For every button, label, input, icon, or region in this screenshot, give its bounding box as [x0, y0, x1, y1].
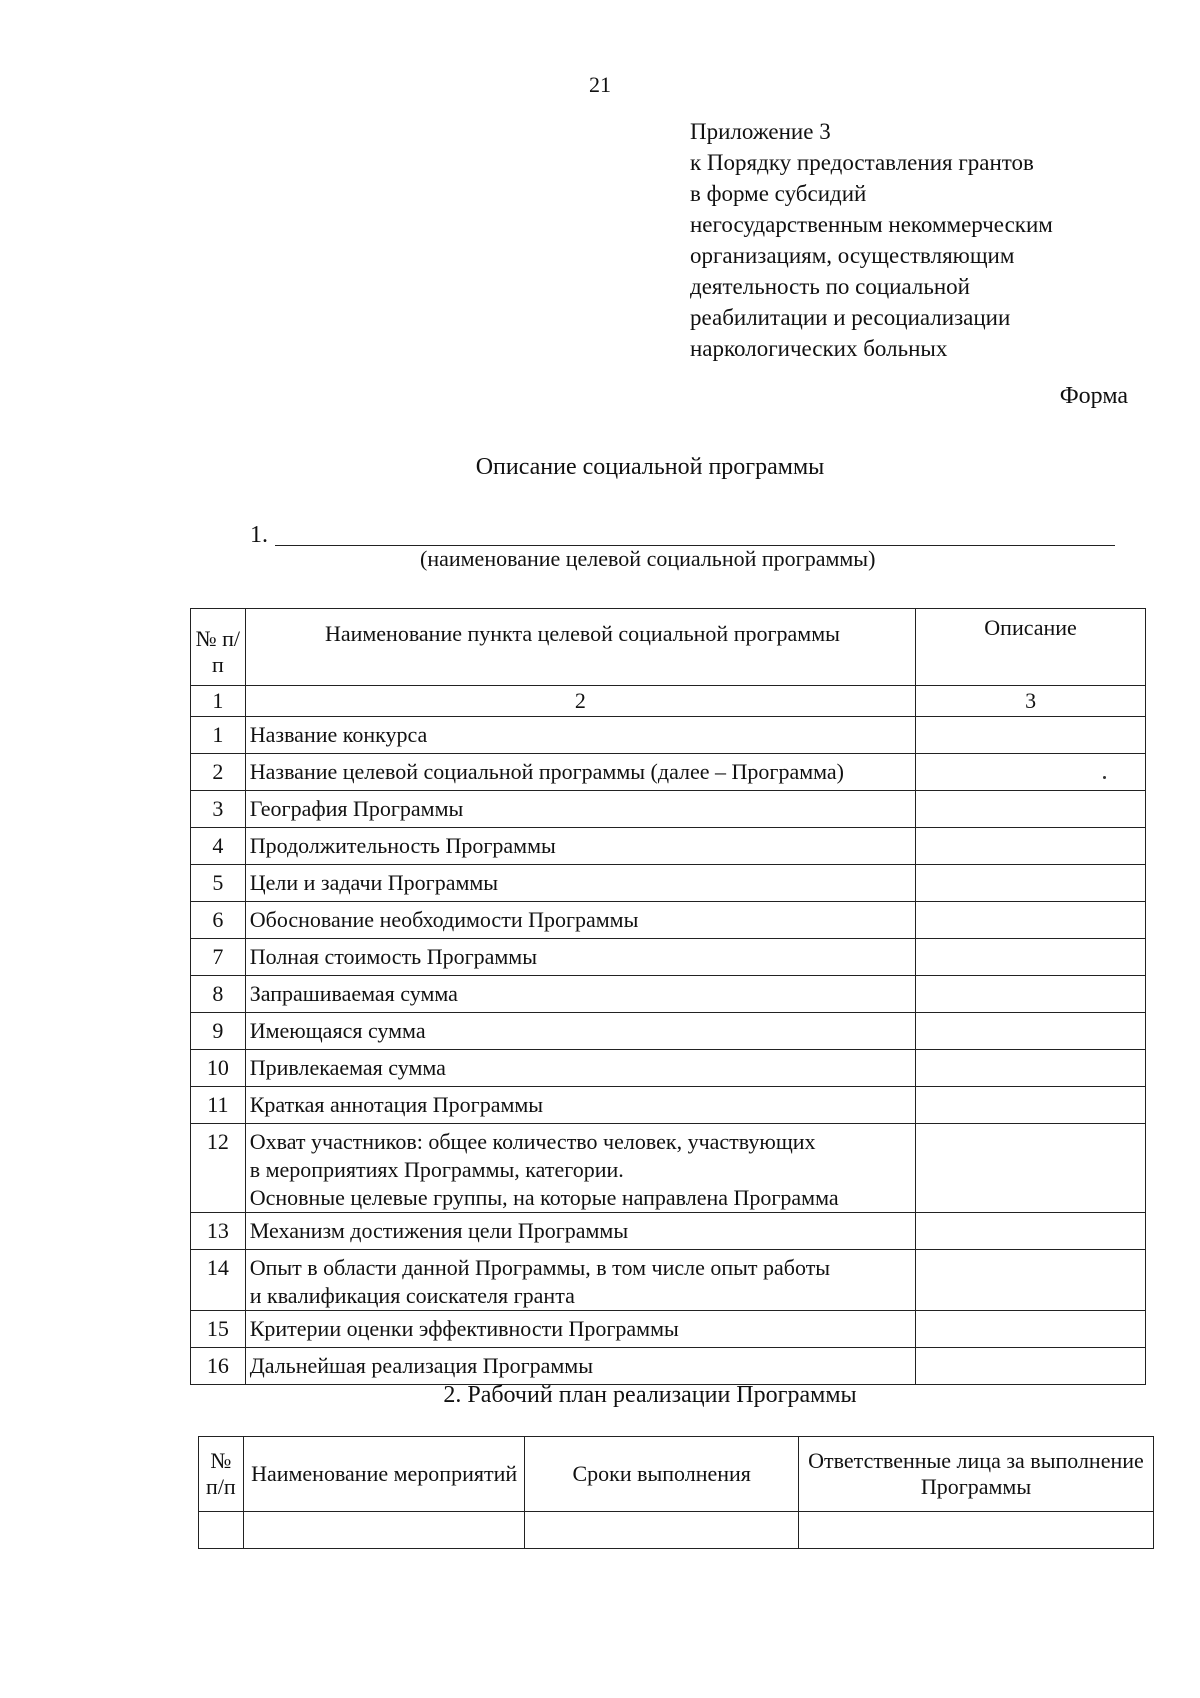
row-num: 8	[191, 976, 246, 1013]
column-index: 3	[916, 686, 1146, 717]
section2-title: 2. Рабочий план реализации Программы	[443, 1382, 857, 1408]
row-name-line: Охват участников: общее количество человек, участвующих	[249, 1129, 816, 1154]
table-row	[191, 1213, 1146, 1250]
row-name: Запрашиваемая сумма	[245, 976, 915, 1013]
row-num: 14	[191, 1250, 246, 1311]
row-name	[245, 1250, 915, 1311]
scan-speck	[1103, 776, 1106, 779]
column-index: 2	[245, 686, 915, 717]
row-name: Критерии оценки эффективности Программы	[245, 1311, 915, 1348]
appendix-line: реабилитации и ресоциализации	[690, 305, 1011, 330]
table-row	[191, 754, 1146, 791]
row-name: Полная стоимость Программы	[245, 939, 915, 976]
appendix-line: к Порядку предоставления грантов	[690, 150, 1034, 175]
column-index-row	[191, 686, 1146, 717]
appendix-header	[690, 116, 1053, 364]
program-name-caption: (наименование целевой социальной программы)	[420, 546, 876, 571]
table-row	[191, 865, 1146, 902]
appendix-line: Приложение 3	[690, 119, 831, 144]
table-row	[191, 828, 1146, 865]
table-row	[191, 1087, 1146, 1124]
row-desc-cell[interactable]	[916, 1013, 1146, 1050]
row-desc-cell[interactable]	[916, 976, 1146, 1013]
row-desc-cell[interactable]	[916, 1250, 1146, 1311]
row-num: 4	[191, 828, 246, 865]
row-name: Дальнейшая реализация Программы	[245, 1348, 915, 1385]
row-name: Название конкурса	[245, 717, 915, 754]
row-num: 3	[191, 791, 246, 828]
row-num: 13	[191, 1213, 246, 1250]
appendix-line: наркологических больных	[690, 336, 948, 361]
header-num: № п/п	[191, 609, 246, 686]
row-name: География Программы	[245, 791, 915, 828]
form-label: Форма	[1059, 383, 1128, 409]
program-number: 1.	[250, 522, 268, 548]
row-name-line: Опыт в области данной Программы, в том числе опыт работы	[249, 1255, 831, 1280]
row-desc-cell[interactable]	[916, 828, 1146, 865]
row-name: Название целевой социальной программы (далее – Программа)	[245, 754, 915, 791]
row-name: Продолжительность Программы	[245, 828, 915, 865]
row-num: 5	[191, 865, 246, 902]
row-num: 12	[191, 1124, 246, 1213]
empty-cell[interactable]	[798, 1512, 1153, 1549]
header-activities: Наименование мероприятий	[243, 1437, 525, 1512]
row-desc-cell[interactable]	[916, 939, 1146, 976]
row-name-line: и квалификация соискателя гранта	[249, 1283, 575, 1308]
row-desc-cell[interactable]	[916, 1124, 1146, 1213]
row-num: 16	[191, 1348, 246, 1385]
row-name: Имеющаяся сумма	[245, 1013, 915, 1050]
column-index: 1	[191, 686, 246, 717]
table-row	[191, 1311, 1146, 1348]
row-name-line: в мероприятиях Программы, категории.	[249, 1157, 624, 1182]
appendix-line: организациям, осуществляющим	[690, 243, 1015, 268]
row-num: 7	[191, 939, 246, 976]
table-row	[191, 1050, 1146, 1087]
work-plan-table	[198, 1436, 1154, 1549]
table-row	[191, 791, 1146, 828]
table-row	[191, 1250, 1146, 1311]
header-name: Наименование пункта целевой социальной программы	[245, 609, 915, 686]
table-row	[191, 939, 1146, 976]
row-name: Обоснование необходимости Программы	[245, 902, 915, 939]
table-row	[191, 1013, 1146, 1050]
row-desc-cell[interactable]	[916, 1311, 1146, 1348]
row-num: 2	[191, 754, 246, 791]
row-name: Краткая аннотация Программы	[245, 1087, 915, 1124]
row-name: Цели и задачи Программы	[245, 865, 915, 902]
appendix-line: деятельность по социальной	[690, 274, 970, 299]
table-row	[191, 1348, 1146, 1385]
row-name: Механизм достижения цели Программы	[245, 1213, 915, 1250]
header-num: № п/п	[199, 1437, 244, 1512]
row-num: 10	[191, 1050, 246, 1087]
row-desc-cell[interactable]	[916, 1050, 1146, 1087]
row-num: 11	[191, 1087, 246, 1124]
row-desc-cell[interactable]	[916, 1087, 1146, 1124]
row-num: 9	[191, 1013, 246, 1050]
row-desc-cell[interactable]	[916, 791, 1146, 828]
row-name-line: Основные целевые группы, на которые направлена Программа	[249, 1185, 839, 1210]
header-dates: Сроки выполнения	[525, 1437, 799, 1512]
row-name: Привлекаемая сумма	[245, 1050, 915, 1087]
appendix-line: в форме субсидий	[690, 181, 867, 206]
table-header-row	[199, 1437, 1154, 1512]
row-desc-cell[interactable]	[916, 902, 1146, 939]
row-num: 1	[191, 717, 246, 754]
empty-cell[interactable]	[243, 1512, 525, 1549]
row-num: 15	[191, 1311, 246, 1348]
row-desc-cell[interactable]	[916, 754, 1146, 791]
page-number: 21	[589, 72, 611, 97]
table-header-row	[191, 609, 1146, 686]
row-num: 6	[191, 902, 246, 939]
row-desc-cell[interactable]	[916, 1348, 1146, 1385]
row-desc-cell[interactable]	[916, 865, 1146, 902]
table-row	[191, 717, 1146, 754]
table-row	[199, 1512, 1154, 1549]
table-row	[191, 902, 1146, 939]
header-desc: Описание	[916, 609, 1146, 686]
row-name	[245, 1124, 915, 1213]
table-row	[191, 1124, 1146, 1213]
document-title: Описание социальной программы	[475, 454, 825, 480]
empty-cell[interactable]	[199, 1512, 244, 1549]
row-desc-cell[interactable]	[916, 717, 1146, 754]
empty-cell[interactable]	[525, 1512, 799, 1549]
appendix-line: негосударственным некоммерческим	[690, 212, 1053, 237]
row-desc-cell[interactable]	[916, 1213, 1146, 1250]
header-responsible: Ответственные лица за выполнение Программы	[798, 1437, 1153, 1512]
table-row	[191, 976, 1146, 1013]
program-description-table	[190, 608, 1146, 1385]
